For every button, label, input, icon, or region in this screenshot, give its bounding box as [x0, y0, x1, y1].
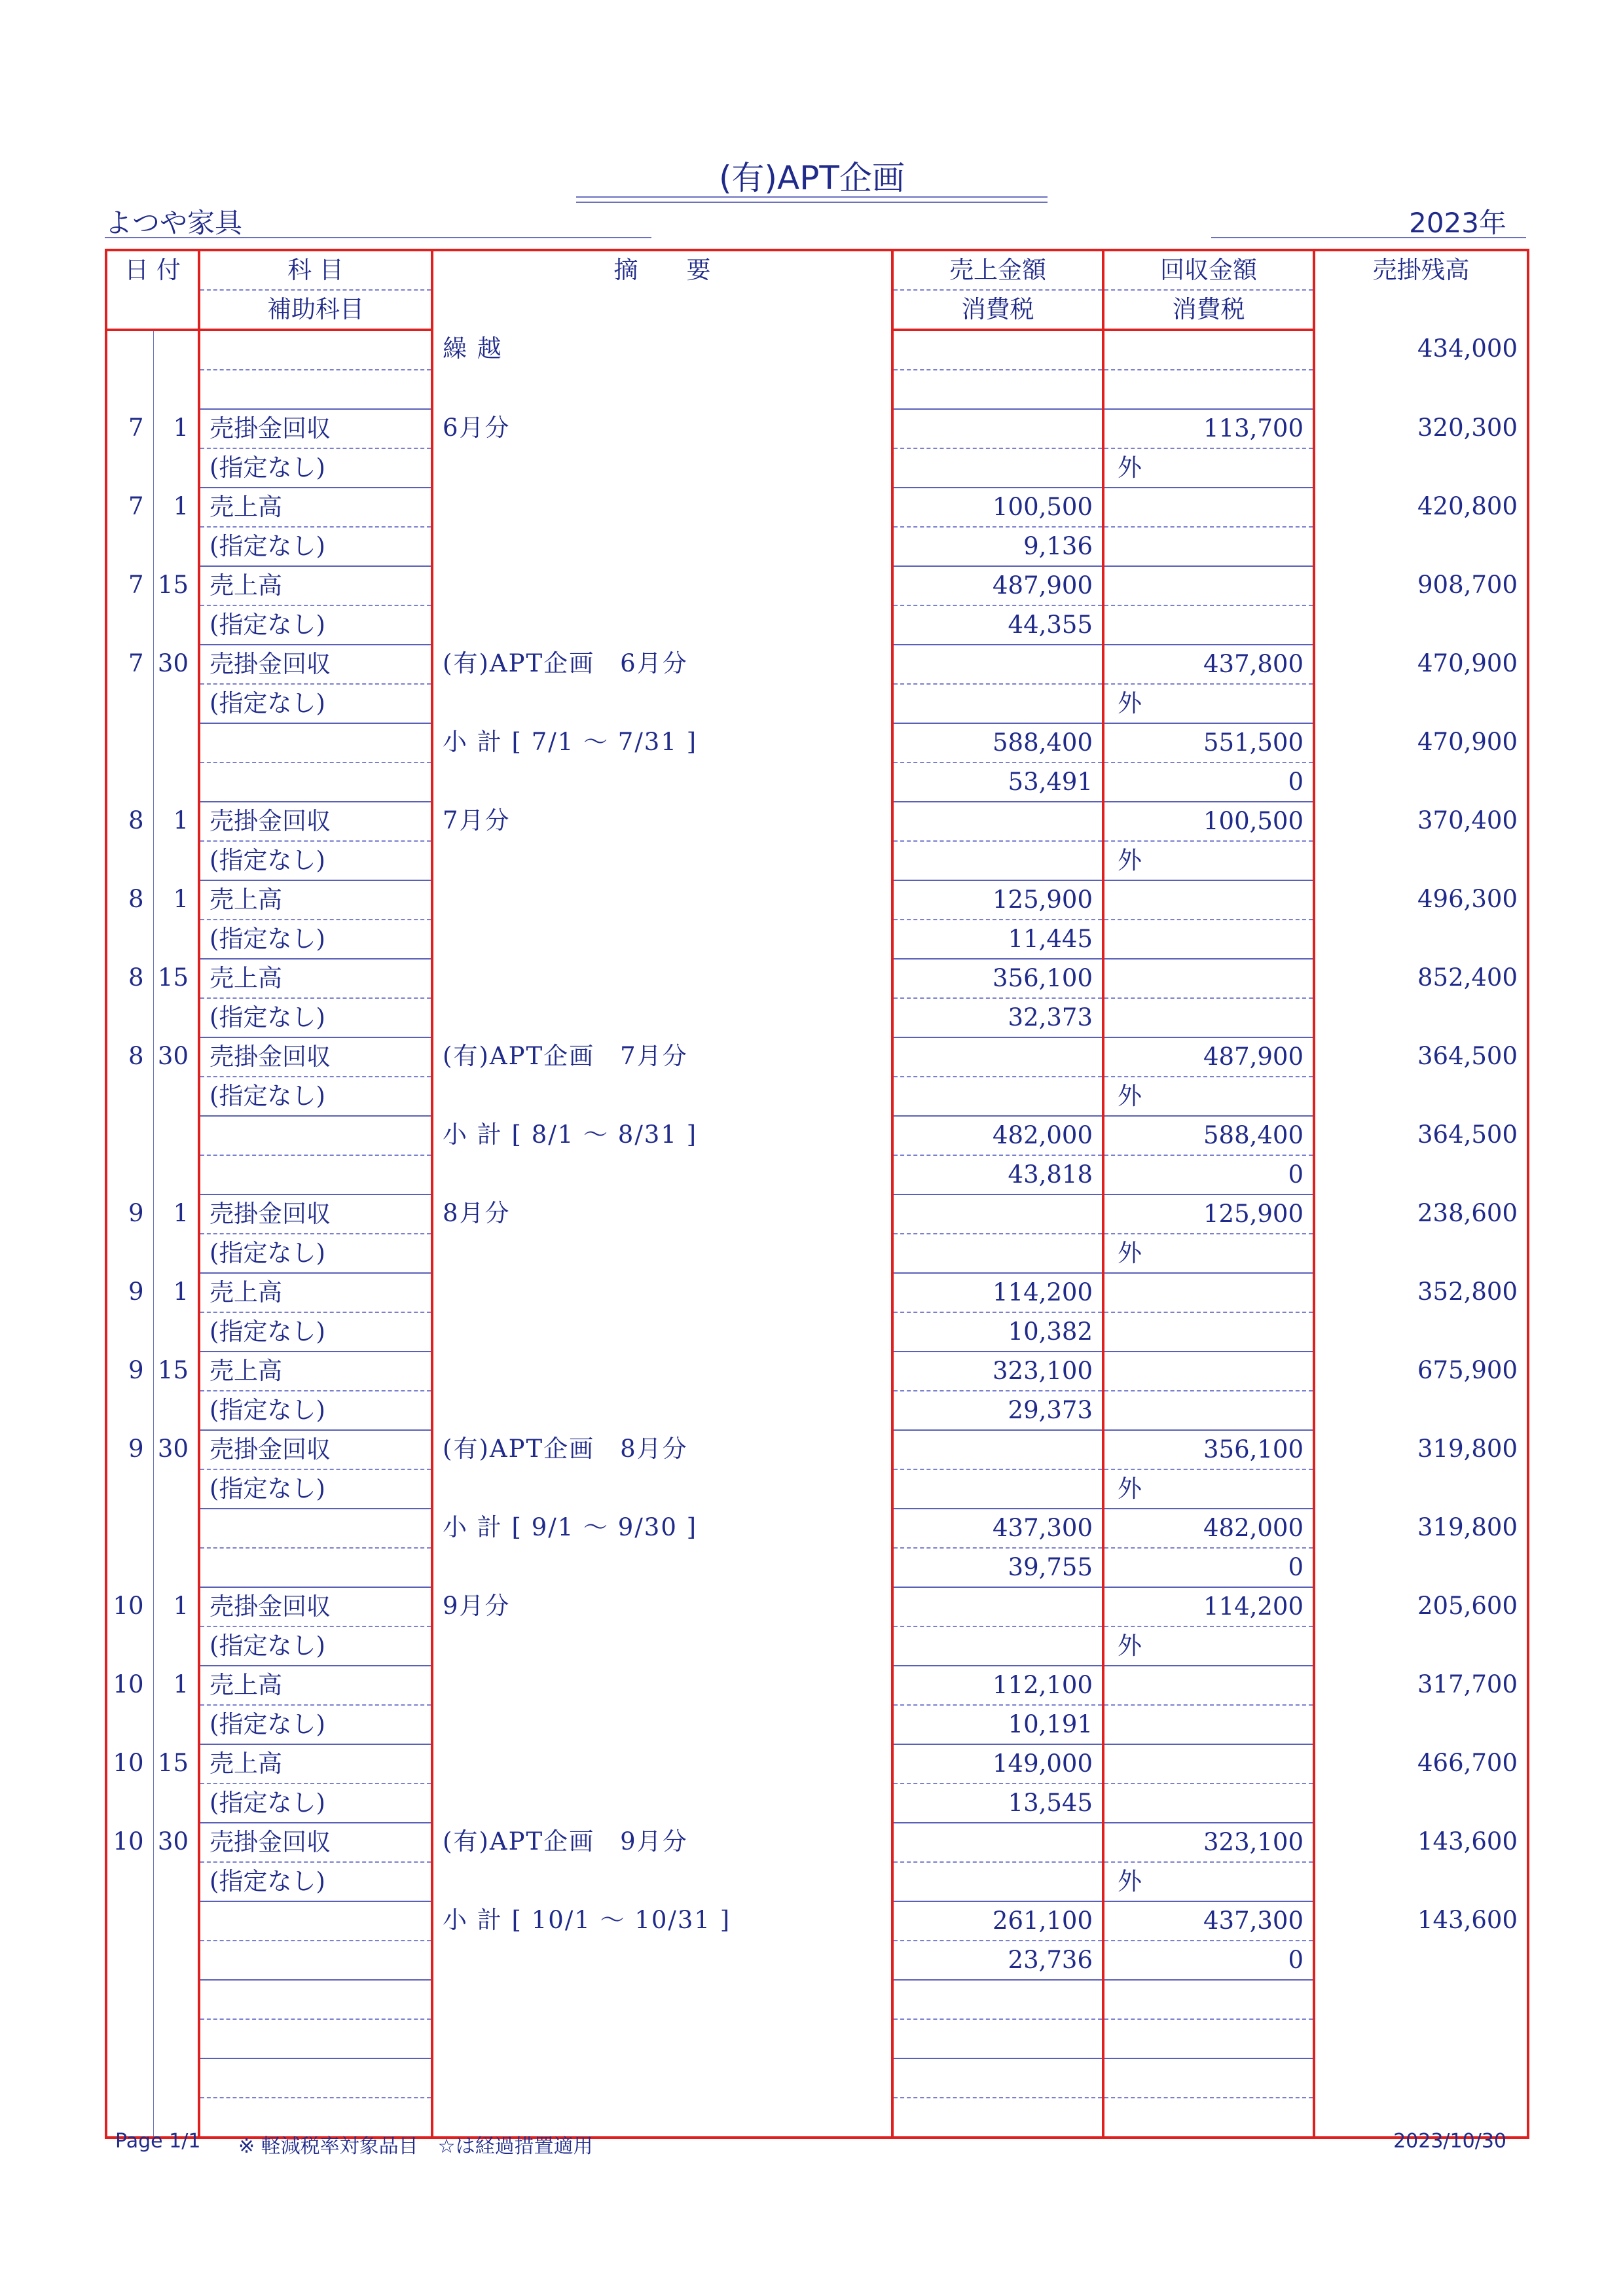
account-cell: 売掛金回収	[199, 802, 432, 841]
collect-amount: 113,700	[1103, 409, 1314, 448]
footer-page: Page 1/1	[115, 2130, 201, 2153]
date-day	[153, 1980, 199, 2058]
account-cell	[199, 330, 432, 370]
ledger-row	[106, 1901, 1528, 1941]
date-month: 8	[128, 963, 144, 992]
balance-cell: 852,400	[1314, 959, 1528, 1037]
ledger-row	[106, 409, 1528, 448]
sales-tax: 43,818	[892, 1155, 1103, 1194]
date-month: 10	[113, 1670, 144, 1698]
collect-amount	[1103, 488, 1314, 527]
balance-cell: 364,500	[1314, 1116, 1528, 1194]
sales-amount	[892, 1823, 1103, 1862]
sales-tax: 10,191	[892, 1705, 1103, 1744]
account-cell	[199, 1901, 432, 1941]
balance-cell: 352,800	[1314, 1273, 1528, 1352]
collect-amount	[1103, 1352, 1314, 1391]
ledger-row	[106, 880, 1528, 920]
sales-tax	[892, 841, 1103, 880]
memo-cell: (有)APT企画 6月分	[432, 645, 892, 723]
subaccount-cell: (指定なし)	[199, 1234, 432, 1273]
memo-cell: 6月分	[432, 409, 892, 488]
sales-amount: 487,900	[892, 566, 1103, 605]
collect-tax: 0	[1103, 1155, 1314, 1194]
date-month: 9	[128, 1356, 144, 1384]
sales-tax: 53,491	[892, 762, 1103, 802]
date-month: 7	[128, 492, 144, 520]
collect-amount: 437,300	[1103, 1901, 1314, 1941]
date-day: 15	[153, 1744, 199, 1823]
date-month	[106, 1509, 153, 1587]
account-cell	[199, 1116, 432, 1155]
memo-cell: 小 計 [ 10/1 ～ 10/31 ]	[432, 1901, 892, 1980]
date-day	[153, 1901, 199, 1980]
title-underline-2	[576, 202, 1048, 203]
collect-amount: 356,100	[1103, 1430, 1314, 1469]
subaccount-cell	[199, 1941, 432, 1980]
date-day: 15	[153, 959, 199, 1037]
ledger-row	[106, 645, 1528, 684]
memo-cell: 小 計 [ 7/1 ～ 7/31 ]	[432, 723, 892, 802]
memo-cell: 9月分	[432, 1587, 892, 1666]
collect-tax	[1103, 1391, 1314, 1430]
memo-cell	[432, 959, 892, 1037]
sales-tax	[892, 1469, 1103, 1509]
date-day: 30	[153, 645, 199, 723]
subaccount-cell	[199, 762, 432, 802]
memo-cell	[432, 880, 892, 959]
account-cell: 売上高	[199, 1352, 432, 1391]
account-cell: 売上高	[199, 880, 432, 920]
memo-cell: (有)APT企画 7月分	[432, 1037, 892, 1116]
collect-amount: 551,500	[1103, 723, 1314, 762]
date-month: 9	[128, 1435, 144, 1463]
memo-cell	[432, 1666, 892, 1744]
collect-amount	[1103, 959, 1314, 998]
ledger-row	[106, 802, 1528, 841]
header-date: 日 付	[124, 256, 181, 284]
balance-cell: 496,300	[1314, 880, 1528, 959]
date-day: 30	[153, 1430, 199, 1509]
sales-tax	[892, 1626, 1103, 1666]
account-cell: 売掛金回収	[199, 1430, 432, 1469]
sales-amount: 149,000	[892, 1744, 1103, 1784]
account-cell: 売掛金回収	[199, 1587, 432, 1626]
memo-cell	[432, 1273, 892, 1352]
collect-tax-type: 外	[1103, 1626, 1314, 1666]
ledger-row	[106, 1744, 1528, 1784]
collect-tax-type: 外	[1103, 448, 1314, 488]
account-cell	[199, 1980, 432, 2019]
date-day: 1	[153, 1194, 199, 1273]
memo-cell: 7月分	[432, 802, 892, 880]
ledger-row	[106, 1509, 1528, 1548]
subaccount-cell: (指定なし)	[199, 1705, 432, 1744]
date-month: 8	[128, 1042, 144, 1070]
collect-tax	[1103, 2019, 1314, 2058]
sales-tax	[892, 1077, 1103, 1116]
sales-amount	[892, 645, 1103, 684]
account-cell	[199, 723, 432, 762]
header-row-top	[106, 250, 1528, 290]
subaccount-cell: (指定なし)	[199, 920, 432, 959]
sales-tax: 10,382	[892, 1312, 1103, 1352]
subaccount-cell: (指定なし)	[199, 998, 432, 1037]
memo-cell	[432, 1352, 892, 1430]
balance-cell: 466,700	[1314, 1744, 1528, 1823]
ledger-row	[106, 1194, 1528, 1234]
date-month: 10	[113, 1749, 144, 1777]
balance-cell: 205,600	[1314, 1587, 1528, 1666]
date-month	[106, 330, 153, 409]
collect-tax-type: 外	[1103, 841, 1314, 880]
sales-tax	[892, 2098, 1103, 2138]
sales-tax	[892, 370, 1103, 409]
date-day: 15	[153, 566, 199, 645]
ledger-row	[106, 488, 1528, 527]
header-memo: 摘 要	[432, 250, 892, 330]
date-month: 9	[128, 1278, 144, 1306]
ledger-row	[106, 1587, 1528, 1626]
sales-amount: 588,400	[892, 723, 1103, 762]
sales-amount	[892, 802, 1103, 841]
collect-tax	[1103, 1312, 1314, 1352]
date-month: 9	[128, 1199, 144, 1227]
sales-tax	[892, 1234, 1103, 1273]
memo-cell: (有)APT企画 8月分	[432, 1430, 892, 1509]
collect-amount: 114,200	[1103, 1587, 1314, 1626]
memo-cell	[432, 488, 892, 566]
header-account: 科 目	[199, 250, 432, 290]
balance-cell	[1314, 1980, 1528, 2058]
balance-cell	[1314, 2058, 1528, 2138]
account-cell: 売上高	[199, 488, 432, 527]
date-day: 15	[153, 1352, 199, 1430]
sales-amount: 482,000	[892, 1116, 1103, 1155]
subaccount-cell: (指定なし)	[199, 527, 432, 566]
balance-cell: 675,900	[1314, 1352, 1528, 1430]
collect-tax: 0	[1103, 762, 1314, 802]
date-month: 10	[113, 1592, 144, 1620]
collect-tax: 0	[1103, 1548, 1314, 1587]
collect-tax	[1103, 920, 1314, 959]
collect-amount	[1103, 1980, 1314, 2019]
header-subaccount: 補助科目	[199, 290, 432, 330]
sales-tax: 32,373	[892, 998, 1103, 1037]
document-title: (有)APT企画	[719, 159, 905, 197]
header-sales-tax: 消費税	[892, 290, 1103, 330]
date-month: 7	[128, 414, 144, 442]
collect-tax	[1103, 1705, 1314, 1744]
collect-tax-type: 外	[1103, 1077, 1314, 1116]
ledger-row	[106, 2058, 1528, 2098]
memo-cell	[432, 2058, 892, 2138]
ledger-row	[106, 959, 1528, 998]
account-cell	[199, 1509, 432, 1548]
year-label: 2023年	[1409, 207, 1506, 239]
sales-tax	[892, 684, 1103, 723]
sales-amount: 100,500	[892, 488, 1103, 527]
subaccount-cell	[199, 370, 432, 409]
sales-amount	[892, 2058, 1103, 2098]
sales-amount	[892, 1430, 1103, 1469]
date-day	[153, 723, 199, 802]
ledger-row	[106, 1823, 1528, 1862]
header-sales: 売上金額	[892, 250, 1103, 290]
company-name: よつや家具	[105, 207, 243, 239]
account-cell: 売上高	[199, 1273, 432, 1312]
sales-amount: 114,200	[892, 1273, 1103, 1312]
header-balance: 売掛残高	[1314, 250, 1528, 330]
date-month	[106, 723, 153, 802]
sales-amount	[892, 1587, 1103, 1626]
account-cell: 売上高	[199, 1744, 432, 1784]
sales-amount: 323,100	[892, 1352, 1103, 1391]
date-month: 8	[128, 885, 144, 913]
balance-cell: 317,700	[1314, 1666, 1528, 1744]
collect-amount: 588,400	[1103, 1116, 1314, 1155]
collect-amount: 125,900	[1103, 1194, 1314, 1234]
sales-amount	[892, 409, 1103, 448]
footer-date: 2023/10/30	[1393, 2130, 1506, 2153]
balance-cell: 320,300	[1314, 409, 1528, 488]
collect-tax-type: 外	[1103, 684, 1314, 723]
ledger-row	[106, 1352, 1528, 1391]
collect-tax	[1103, 605, 1314, 645]
account-cell	[199, 2058, 432, 2098]
date-day	[153, 1509, 199, 1587]
account-cell: 売掛金回収	[199, 409, 432, 448]
sales-tax: 29,373	[892, 1391, 1103, 1430]
account-cell: 売掛金回収	[199, 1194, 432, 1234]
header-collect-tax: 消費税	[1103, 290, 1314, 330]
balance-cell: 470,900	[1314, 723, 1528, 802]
account-cell: 売上高	[199, 959, 432, 998]
balance-cell: 238,600	[1314, 1194, 1528, 1273]
subaccount-cell: (指定なし)	[199, 1626, 432, 1666]
subaccount-cell: (指定なし)	[199, 1784, 432, 1823]
sales-tax: 39,755	[892, 1548, 1103, 1587]
date-day: 1	[153, 488, 199, 566]
sales-amount: 437,300	[892, 1509, 1103, 1548]
collect-amount: 482,000	[1103, 1509, 1314, 1548]
collect-amount	[1103, 2058, 1314, 2098]
memo-cell: (有)APT企画 9月分	[432, 1823, 892, 1901]
balance-cell: 143,600	[1314, 1901, 1528, 1980]
year-underline	[1211, 237, 1526, 238]
collect-tax-type: 外	[1103, 1469, 1314, 1509]
ledger-row	[106, 1666, 1528, 1705]
ledger-row	[106, 330, 1528, 370]
balance-cell: 908,700	[1314, 566, 1528, 645]
date-day	[153, 1116, 199, 1194]
balance-cell: 319,800	[1314, 1509, 1528, 1587]
collect-amount: 437,800	[1103, 645, 1314, 684]
subaccount-cell: (指定なし)	[199, 1862, 432, 1901]
date-day: 1	[153, 880, 199, 959]
account-cell: 売上高	[199, 1666, 432, 1705]
sales-amount	[892, 1037, 1103, 1077]
date-month	[106, 1980, 153, 2058]
ledger-row	[106, 1980, 1528, 2019]
memo-cell: 8月分	[432, 1194, 892, 1273]
sales-amount	[892, 1194, 1103, 1234]
ledger-row	[106, 723, 1528, 762]
collect-tax	[1103, 370, 1314, 409]
date-day: 1	[153, 802, 199, 880]
collect-tax	[1103, 1784, 1314, 1823]
date-day	[153, 2058, 199, 2138]
memo-cell: 小 計 [ 9/1 ～ 9/30 ]	[432, 1509, 892, 1587]
sales-tax: 13,545	[892, 1784, 1103, 1823]
sales-tax: 23,736	[892, 1941, 1103, 1980]
collect-tax: 0	[1103, 1941, 1314, 1980]
date-day: 30	[153, 1823, 199, 1901]
header-date-blank	[106, 290, 199, 330]
account-cell: 売掛金回収	[199, 1037, 432, 1077]
footer-note: ※ 軽減税率対象品目 ☆は経過措置適用	[238, 2135, 593, 2158]
date-day: 1	[153, 1273, 199, 1352]
sales-amount: 125,900	[892, 880, 1103, 920]
account-cell: 売上高	[199, 566, 432, 605]
balance-cell: 420,800	[1314, 488, 1528, 566]
collect-tax-type: 外	[1103, 1862, 1314, 1901]
subaccount-cell: (指定なし)	[199, 1077, 432, 1116]
collect-amount: 323,100	[1103, 1823, 1314, 1862]
collect-tax-type: 外	[1103, 1234, 1314, 1273]
subaccount-cell: (指定なし)	[199, 684, 432, 723]
sales-tax	[892, 448, 1103, 488]
title-underline	[576, 196, 1048, 198]
collect-tax	[1103, 2098, 1314, 2138]
sales-tax: 11,445	[892, 920, 1103, 959]
subaccount-cell: (指定なし)	[199, 448, 432, 488]
collect-amount	[1103, 1744, 1314, 1784]
collect-amount	[1103, 880, 1314, 920]
memo-cell	[432, 1744, 892, 1823]
ledger-row	[106, 566, 1528, 605]
ledger-row	[106, 1116, 1528, 1155]
ledger-row	[106, 1273, 1528, 1312]
subaccount-cell	[199, 2019, 432, 2058]
collect-amount	[1103, 1666, 1314, 1705]
ledger-row	[106, 1037, 1528, 1077]
sales-tax: 9,136	[892, 527, 1103, 566]
collect-tax	[1103, 998, 1314, 1037]
balance-cell: 319,800	[1314, 1430, 1528, 1509]
balance-cell: 143,600	[1314, 1823, 1528, 1901]
subaccount-cell: (指定なし)	[199, 841, 432, 880]
subaccount-cell: (指定なし)	[199, 1312, 432, 1352]
subaccount-cell	[199, 1548, 432, 1587]
sales-amount	[892, 1980, 1103, 2019]
balance-cell: 370,400	[1314, 802, 1528, 880]
account-cell: 売掛金回収	[199, 1823, 432, 1862]
sales-amount	[892, 330, 1103, 370]
ledger-table	[105, 249, 1529, 2139]
memo-cell: 小 計 [ 8/1 ～ 8/31 ]	[432, 1116, 892, 1194]
subaccount-cell: (指定なし)	[199, 605, 432, 645]
memo-cell	[432, 566, 892, 645]
balance-cell: 470,900	[1314, 645, 1528, 723]
company-underline	[105, 237, 651, 238]
collect-amount	[1103, 566, 1314, 605]
date-month: 7	[128, 571, 144, 599]
subaccount-cell	[199, 1155, 432, 1194]
date-month	[106, 1901, 153, 1980]
date-month: 10	[113, 1827, 144, 1856]
collect-amount	[1103, 330, 1314, 370]
memo-cell	[432, 1980, 892, 2058]
header-collect: 回収金額	[1103, 250, 1314, 290]
sales-amount: 356,100	[892, 959, 1103, 998]
date-day: 1	[153, 1587, 199, 1666]
sales-tax	[892, 2019, 1103, 2058]
balance-cell: 434,000	[1314, 330, 1528, 409]
sales-tax: 44,355	[892, 605, 1103, 645]
sales-amount: 112,100	[892, 1666, 1103, 1705]
date-month: 7	[128, 649, 144, 677]
date-month	[106, 1116, 153, 1194]
balance-cell: 364,500	[1314, 1037, 1528, 1116]
collect-tax	[1103, 527, 1314, 566]
date-day	[153, 330, 199, 409]
subaccount-cell: (指定なし)	[199, 1391, 432, 1430]
date-month	[106, 2058, 153, 2138]
account-cell: 売掛金回収	[199, 645, 432, 684]
date-day: 1	[153, 409, 199, 488]
date-month: 8	[128, 806, 144, 834]
collect-amount: 100,500	[1103, 802, 1314, 841]
date-day: 1	[153, 1666, 199, 1744]
subaccount-cell: (指定なし)	[199, 1469, 432, 1509]
sales-amount: 261,100	[892, 1901, 1103, 1941]
sales-tax	[892, 1862, 1103, 1901]
date-day: 30	[153, 1037, 199, 1116]
collect-amount: 487,900	[1103, 1037, 1314, 1077]
ledger-row	[106, 1430, 1528, 1469]
memo-cell: 繰 越	[432, 330, 892, 409]
collect-amount	[1103, 1273, 1314, 1312]
